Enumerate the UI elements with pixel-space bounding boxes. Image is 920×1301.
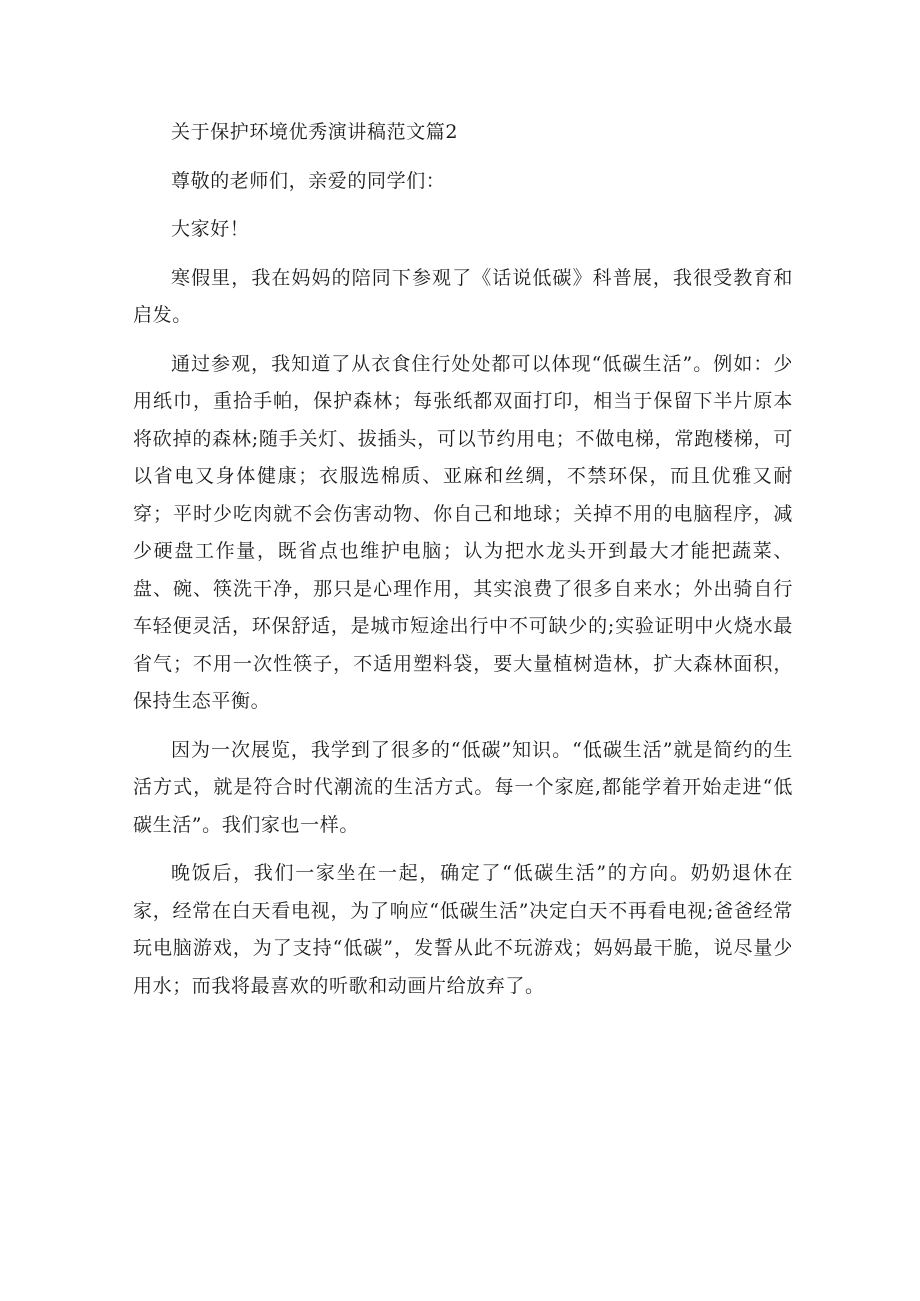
body-paragraph-1: 寒假里，我在妈妈的陪同下参观了《话说低碳》科普展，我很受教育和启发。 bbox=[133, 266, 793, 326]
document-title: 关于保护环境优秀演讲稿范文篇2 bbox=[171, 121, 459, 143]
body-paragraph-2: 通过参观，我知道了从衣食住行处处都可以体现“低碳生活”。例如：少用纸巾，重拾手帕，保护森林；每张纸都双面打印，相当于保留下半片原本将砍掉的森林;随手关灯、拔插头，可以节约用电；不做电梯，常跑楼梯，可以省电又身体健康；衣服选棉质、亚麻和丝绸，不禁环保，而且优雅又耐穿；平时少吃肉就不会伤害动物、你自己和地球；关掉不用的电脑程序，减少硬盘工作量，既省点也维护电脑；认为把水龙头开到最大才能把蔬菜、盘、碗、筷洗干净，那只是心理作用，其实浪费了很多自来水；外出骑自行车轻便灵活，环保舒适，是城市短途出行中不可缺少的;实验证明中火烧水最省气；不用一次性筷子，不适用塑料袋，要大量植树造林，扩大森林面积，保持生态平衡。 bbox=[133, 352, 793, 712]
body-paragraph-3: 因为一次展览，我学到了很多的“低碳”知识。“低碳生活”就是简约的生活方式，就是符合时代潮流的生活方式。每一个家庭,都能学着开始走进“低碳生活”。我们家也一样。 bbox=[133, 738, 793, 836]
greeting-paragraph: 大家好！ bbox=[171, 218, 250, 240]
document-body bbox=[133, 114, 793, 1016]
salutation-paragraph: 尊敬的老师们，亲爱的同学们： bbox=[171, 169, 446, 192]
body-paragraph-4: 晚饭后，我们一家坐在一起，确定了“低碳生活”的方向。奶奶退休在家，经常在白天看电视，为了响应“低碳生活”决定白天不再看电视;爸爸经常玩电脑游戏，为了支持“低碳”，发誓从此不玩游戏；妈妈最干脆，说尽量少用水；而我将最喜欢的听歌和动画片给放弃了。 bbox=[133, 862, 793, 997]
